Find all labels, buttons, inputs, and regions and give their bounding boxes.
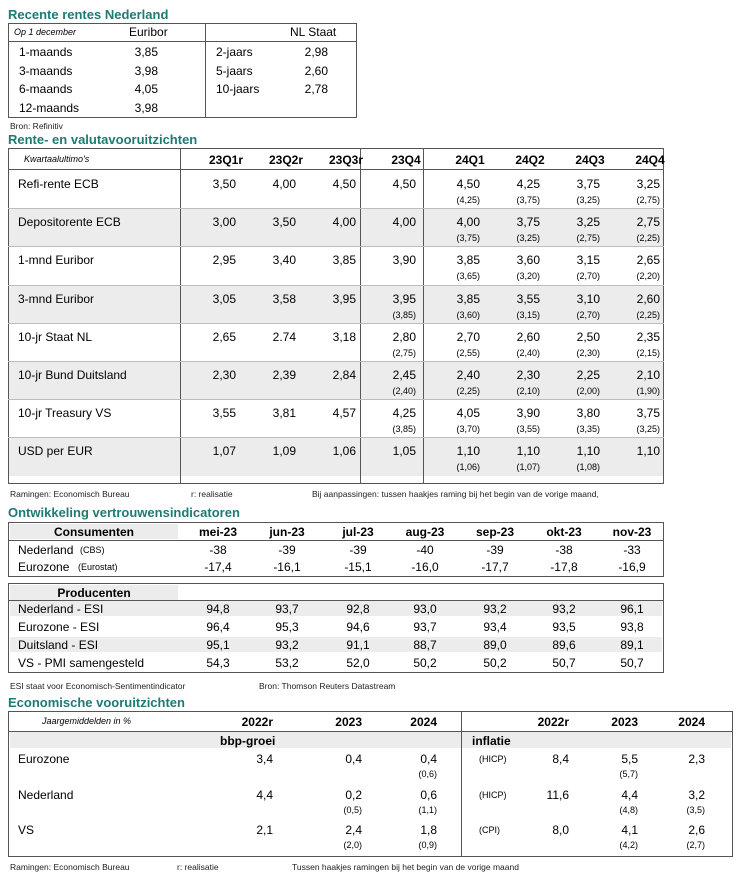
divider: [461, 711, 462, 857]
forecast-value: 4,00: [392, 215, 416, 230]
producer-value: 89,1: [620, 638, 644, 652]
forecast-previous-value: (2,25): [636, 233, 660, 244]
inflation-previous-value: (4,8): [619, 804, 638, 815]
producer-value: 93,7: [413, 620, 437, 634]
forecast-previous-value: (3,60): [456, 309, 480, 320]
gdp-growth-label: bbp-groei: [220, 734, 276, 748]
quarter-header: 24Q4: [635, 153, 665, 167]
month-header: okt-23: [546, 525, 582, 539]
consumer-value: -17,7: [481, 560, 509, 574]
forecast-row-label: Depositorente ECB: [18, 215, 121, 230]
forecast-row-label: 3-mnd Euribor: [18, 291, 95, 306]
forecast-value: 2,40: [456, 368, 480, 382]
inflation-label: inflatie: [472, 734, 511, 748]
forecast-previous-value: (3,25): [576, 195, 600, 205]
euribor-rate: 4,05: [134, 82, 158, 96]
nl-rate: 2,78: [304, 82, 328, 96]
forecast-previous-value: (2,55): [456, 347, 480, 358]
producer-row-label: Duitsland - ESI: [18, 638, 99, 652]
forecast-previous-value: (2,25): [636, 309, 660, 320]
row-divider: [8, 437, 664, 438]
producer-value: 93,8: [620, 620, 644, 634]
forecast-previous-value: (3,25): [516, 233, 540, 244]
inflation-value: 8,0: [552, 823, 569, 837]
gdp-value: 0,2: [345, 787, 362, 802]
gdp-value: 4,4: [256, 787, 273, 802]
forecast-value: 3,95: [392, 291, 416, 306]
forecast-value: 2,45: [392, 368, 416, 382]
economic-note-right: Tussen haakjes ramingen bij het begin van de vorige maand: [292, 862, 519, 872]
gdp-value: 0,4: [420, 752, 437, 766]
forecast-value: 3,75: [516, 215, 540, 230]
inflation-index-label: (HICP): [479, 789, 507, 800]
forecast-value: 4,57: [332, 406, 356, 421]
forecast-value: 3,85: [456, 253, 480, 268]
forecast-previous-value: (2,75): [636, 195, 660, 205]
consumer-value: -38: [555, 543, 573, 557]
nl-staat-header: NL Staat: [290, 25, 337, 39]
gdp-previous-value: (2,0): [343, 840, 362, 850]
confidence-note-left: ESI staat voor Economisch-Sentimentindicator: [10, 681, 186, 691]
divider: [205, 23, 206, 118]
forecast-value: 2,30: [516, 368, 540, 382]
forecast-value: 1,06: [332, 444, 356, 459]
producer-value: 95,3: [275, 620, 299, 634]
confidence-title: Ontwikkeling vertrouwensindicatoren: [8, 505, 240, 520]
forecast-previous-value: (3,25): [636, 424, 660, 435]
forecast-previous-value: (3,85): [392, 424, 416, 435]
row-divider: [8, 361, 664, 362]
forecast-value: 4,00: [332, 215, 356, 230]
inflation-previous-value: (5,7): [619, 769, 638, 779]
month-header: nov-23: [612, 525, 652, 539]
inflation-year-header: 2022r: [537, 715, 569, 729]
forecast-value: 2,39: [272, 368, 296, 382]
inflation-value: 5,5: [621, 752, 638, 766]
inflation-previous-value: (3,5): [686, 804, 705, 815]
divider: [180, 148, 181, 484]
divider: [8, 600, 664, 601]
euribor-rate: 3,98: [134, 63, 158, 78]
producer-value: 94,6: [346, 620, 370, 634]
forecast-value: 3,58: [272, 291, 296, 306]
forecast-previous-value: (1,08): [576, 462, 600, 473]
forecast-note-left: Ramingen: Economisch Bureau: [10, 489, 130, 499]
quarter-header: 23Q4: [391, 153, 421, 167]
forecast-previous-value: (3,20): [516, 271, 540, 282]
forecast-value: 3,50: [212, 177, 236, 191]
forecast-value: 3,40: [272, 253, 296, 268]
divider: [360, 148, 361, 484]
forecast-value: 2,60: [516, 329, 540, 344]
producer-value: 89,6: [552, 638, 576, 652]
forecast-value: 3,55: [516, 291, 540, 306]
nl-maturity: 5-jaars: [216, 63, 253, 78]
producer-value: 93,2: [275, 638, 299, 652]
forecast-value: 1,10: [456, 444, 480, 459]
quarter-header: 23Q1r: [208, 153, 244, 167]
gdp-value: 1,8: [420, 823, 437, 837]
forecast-previous-value: (2,15): [636, 347, 660, 358]
gdp-year-header: 2022r: [241, 715, 273, 729]
annual-average-label: Jaargemiddelden in %: [42, 716, 132, 726]
producers-label: Producenten: [57, 586, 131, 600]
forecast-value: 4,25: [516, 177, 540, 191]
forecast-previous-value: (3,65): [456, 271, 480, 282]
forecast-row-label: USD per EUR: [18, 444, 93, 459]
row-divider: [8, 246, 664, 247]
inflation-index-label: (HICP): [479, 754, 507, 764]
forecast-value: 4,00: [272, 177, 296, 191]
forecast-previous-value: (2,70): [576, 271, 600, 282]
forecast-value: 3,95: [332, 291, 356, 306]
consumers-label: Consumenten: [53, 525, 134, 539]
forecast-value: 4,50: [332, 177, 356, 191]
forecast-previous-value: (2,00): [576, 386, 600, 396]
forecast-value: 3,80: [576, 406, 600, 421]
gdp-year-header: 2023: [335, 715, 362, 729]
consumer-value: -15,1: [344, 560, 372, 574]
consumer-value: -39: [278, 543, 296, 557]
forecast-value: 3,25: [576, 215, 600, 230]
forecast-previous-value: (1,90): [636, 386, 660, 396]
consumer-value: -16,0: [411, 560, 439, 574]
forecast-previous-value: (3,70): [456, 424, 480, 435]
producer-value: 93,0: [413, 602, 437, 616]
forecast-value: 2,75: [636, 215, 660, 230]
forecast-value: 1,10: [636, 444, 660, 459]
forecast-previous-value: (3,75): [456, 233, 480, 244]
divider: [8, 169, 664, 170]
inflation-previous-value: (2,7): [686, 840, 705, 850]
producer-value: 93,2: [483, 602, 507, 616]
quarter-header: 24Q2: [515, 153, 545, 167]
gdp-value: 2,1: [256, 823, 273, 837]
producer-value: 93,2: [552, 602, 576, 616]
divider: [8, 731, 733, 732]
forecast-value: 3,15: [576, 253, 600, 268]
producer-value: 92,8: [346, 602, 370, 616]
forecast-value: 3,81: [272, 406, 296, 421]
inflation-value: 11,6: [546, 787, 569, 802]
producer-value: 89,0: [483, 638, 507, 652]
producer-value: 95,1: [206, 638, 230, 652]
gdp-value: 3,4: [256, 752, 273, 766]
forecast-previous-value: (3,75): [516, 195, 540, 205]
euribor-rate: 3,98: [134, 100, 158, 115]
consumer-value: -39: [486, 543, 504, 557]
forecast-previous-value: (2,75): [392, 347, 416, 358]
forecast-value: 4,00: [456, 215, 480, 230]
row-divider: [8, 208, 664, 209]
gdp-value: 2,4: [345, 823, 362, 837]
economic-row-label: Eurozone: [18, 752, 70, 766]
forecast-row-label: 10-jr Bund Duitsland: [18, 368, 127, 382]
economic-note-mid: r: realisatie: [177, 862, 219, 872]
forecast-previous-value: (4,25): [456, 195, 480, 205]
forecast-previous-value: (1,07): [516, 462, 540, 473]
forecast-previous-value: (2,25): [456, 386, 480, 396]
gdp-previous-value: (1,1): [418, 804, 437, 815]
forecast-value: 4,50: [456, 177, 480, 191]
forecast-value: 3,25: [636, 177, 660, 191]
forecast-previous-value: (2,20): [636, 271, 660, 282]
inflation-year-header: 2024: [678, 715, 705, 729]
forecast-value: 2,95: [212, 253, 236, 268]
gdp-value: 0,4: [345, 752, 362, 766]
nl-maturity: 2-jaars: [216, 45, 253, 59]
forecast-value: 1,10: [516, 444, 540, 459]
gdp-previous-value: (0,6): [418, 769, 437, 779]
forecast-row-label: 10-jr Staat NL: [18, 329, 93, 344]
economic-title: Economische vooruitzichten: [8, 695, 185, 710]
producer-value: 93,5: [552, 620, 576, 634]
consumer-value: -16,1: [273, 560, 301, 574]
row-divider: [8, 399, 664, 400]
consumer-row-source: (CBS): [80, 545, 105, 555]
producer-value: 96,4: [206, 620, 230, 634]
forecast-value: 1,10: [576, 444, 600, 459]
forecast-row-label: Refi-rente ECB: [18, 177, 99, 191]
nl-rate: 2,60: [304, 63, 328, 78]
forecast-previous-value: (2,10): [516, 386, 540, 396]
producer-value: 50,7: [552, 656, 576, 670]
forecast-value: 4,25: [392, 406, 416, 421]
month-header: aug-23: [405, 525, 445, 539]
producer-value: 94,8: [206, 602, 230, 616]
producer-value: 50,7: [620, 656, 644, 670]
forecast-value: 2,10: [636, 368, 660, 382]
nl-maturity: 10-jaars: [216, 82, 260, 96]
forecast-value: 3,00: [212, 215, 236, 230]
forecast-value: 3,90: [392, 253, 416, 268]
inflation-value: 8,4: [552, 752, 569, 766]
forecast-note-mid: r: realisatie: [191, 489, 233, 499]
forecast-previous-value: (2,40): [516, 347, 540, 358]
forecast-value: 2,70: [456, 329, 480, 344]
producer-value: 93,7: [275, 602, 299, 616]
gdp-value: 0,6: [420, 787, 437, 802]
forecast-previous-value: (3,15): [516, 309, 540, 320]
inflation-value: 3,2: [688, 787, 705, 802]
consumer-value: -38: [209, 543, 227, 557]
economic-row-label: VS: [18, 823, 35, 837]
forecast-value: 4,50: [392, 177, 416, 191]
quarter-header: 23Q3r: [328, 153, 364, 167]
forecast-title: Rente- en valutavooruitzichten: [8, 132, 198, 147]
month-header: sep-23: [475, 525, 515, 539]
producer-row-label: Eurozone - ESI: [18, 620, 100, 634]
forecast-value: 3,75: [636, 406, 660, 421]
forecast-value: 3,90: [516, 406, 540, 421]
forecast-value: 2,80: [392, 329, 416, 344]
inflation-index-label: (CPI): [479, 825, 500, 835]
producer-value: 52,0: [346, 656, 370, 670]
consumer-value: -17,4: [204, 560, 232, 574]
month-header: mei-23: [198, 525, 238, 539]
producer-value: 53,2: [275, 656, 299, 670]
forecast-previous-value: (3,35): [576, 424, 600, 435]
consumer-value: -39: [349, 543, 367, 557]
recent-source: Bron: Refinitiv: [10, 121, 63, 131]
forecast-value: 3,55: [212, 406, 236, 421]
consumer-row-label: Nederland: [18, 543, 74, 557]
forecast-previous-value: (3,55): [516, 424, 540, 435]
forecast-previous-value: (1,06): [456, 462, 480, 473]
producer-row-label: VS - PMI samengesteld: [18, 656, 145, 670]
forecast-value: 2,25: [576, 368, 600, 382]
forecast-value: 1,05: [392, 444, 416, 459]
quarter-header: 24Q3: [575, 153, 605, 167]
forecast-value: 2,65: [212, 329, 236, 344]
euribor-header: Euribor: [129, 25, 168, 39]
forecast-value: 2,84: [332, 368, 356, 382]
producer-value: 50,2: [413, 656, 437, 670]
date-label: Op 1 december: [14, 27, 77, 37]
forecast-value: 2,60: [636, 291, 660, 306]
euribor-maturity: 1-maands: [19, 45, 73, 59]
consumer-value: -16,9: [618, 560, 646, 574]
euribor-maturity: 12-maands: [19, 100, 80, 115]
producer-value: 91,1: [346, 638, 370, 652]
consumer-value: -17,8: [550, 560, 578, 574]
forecast-value: 4,05: [456, 406, 480, 421]
euribor-maturity: 3-maands: [19, 63, 73, 78]
forecast-value: 3,50: [272, 215, 296, 230]
producer-value: 93,4: [483, 620, 507, 634]
inflation-value: 4,4: [621, 787, 638, 802]
row-divider: [8, 323, 664, 324]
quarter-end-label: Kwartaalultimo's: [24, 154, 90, 164]
gdp-previous-value: (0,9): [418, 840, 437, 850]
nl-rate: 2,98: [304, 45, 328, 59]
inflation-previous-value: (4,2): [619, 840, 638, 850]
producer-row-label: Nederland - ESI: [18, 602, 104, 616]
forecast-value: 3,85: [332, 253, 356, 268]
quarter-header: 23Q2r: [268, 153, 304, 167]
economic-note-left: Ramingen: Economisch Bureau: [10, 862, 130, 872]
forecast-value: 3,05: [212, 291, 236, 306]
consumer-row-label: Eurozone: [18, 560, 70, 574]
inflation-value: 2,3: [688, 752, 705, 766]
consumer-row-source: (Eurostat): [78, 562, 118, 572]
forecast-value: 3,75: [576, 177, 600, 191]
forecast-value: 2,30: [212, 368, 236, 382]
forecast-previous-value: (2,40): [392, 386, 416, 396]
divider: [423, 148, 424, 484]
quarter-header: 24Q1: [455, 153, 485, 167]
forecast-previous-value: (3,85): [392, 309, 416, 320]
recent-rates-title: Recente rentes Nederland: [8, 7, 169, 22]
forecast-value: 3,85: [456, 291, 480, 306]
forecast-value: 1,07: [212, 444, 236, 459]
forecast-value: 3,60: [516, 253, 540, 268]
euribor-rate: 3,85: [134, 45, 158, 59]
forecast-row-label: 1-mnd Euribor: [18, 253, 95, 268]
row-divider: [8, 285, 664, 286]
inflation-year-header: 2023: [611, 715, 638, 729]
forecast-value: 3,18: [332, 329, 356, 344]
forecast-value: 2,65: [636, 253, 660, 268]
inflation-value: 2,6: [688, 823, 705, 837]
euribor-maturity: 6-maands: [19, 82, 73, 96]
forecast-value: 1,09: [272, 444, 296, 459]
consumer-value: -40: [416, 543, 434, 557]
inflation-value: 4,1: [621, 823, 638, 837]
forecast-value: 3,10: [576, 291, 600, 306]
producer-value: 54,3: [206, 656, 230, 670]
forecast-previous-value: (2,30): [576, 347, 600, 358]
divider: [8, 41, 357, 42]
forecast-note-right: Bij aanpassingen: tussen haakjes raming bij het begin van de vorige maand,: [312, 489, 599, 499]
producer-value: 96,1: [620, 602, 644, 616]
forecast-row-label: 10-jr Treasury VS: [18, 406, 112, 421]
gdp-previous-value: (0,5): [343, 804, 362, 815]
month-header: jul-23: [342, 525, 374, 539]
gdp-year-header: 2024: [410, 715, 437, 729]
forecast-previous-value: (2,70): [576, 309, 600, 320]
forecast-previous-value: (2,75): [576, 233, 600, 244]
producer-value: 50,2: [483, 656, 507, 670]
month-header: jun-23: [269, 525, 305, 539]
forecast-value: 2.74: [272, 329, 296, 344]
forecast-value: 2,50: [576, 329, 600, 344]
confidence-note-right: Bron: Thomson Reuters Datastream: [259, 681, 396, 691]
consumer-value: -33: [623, 543, 641, 557]
producer-value: 88,7: [413, 638, 437, 652]
economic-row-label: Nederland: [18, 787, 74, 802]
forecast-value: 2,35: [636, 329, 660, 344]
divider: [8, 540, 664, 541]
